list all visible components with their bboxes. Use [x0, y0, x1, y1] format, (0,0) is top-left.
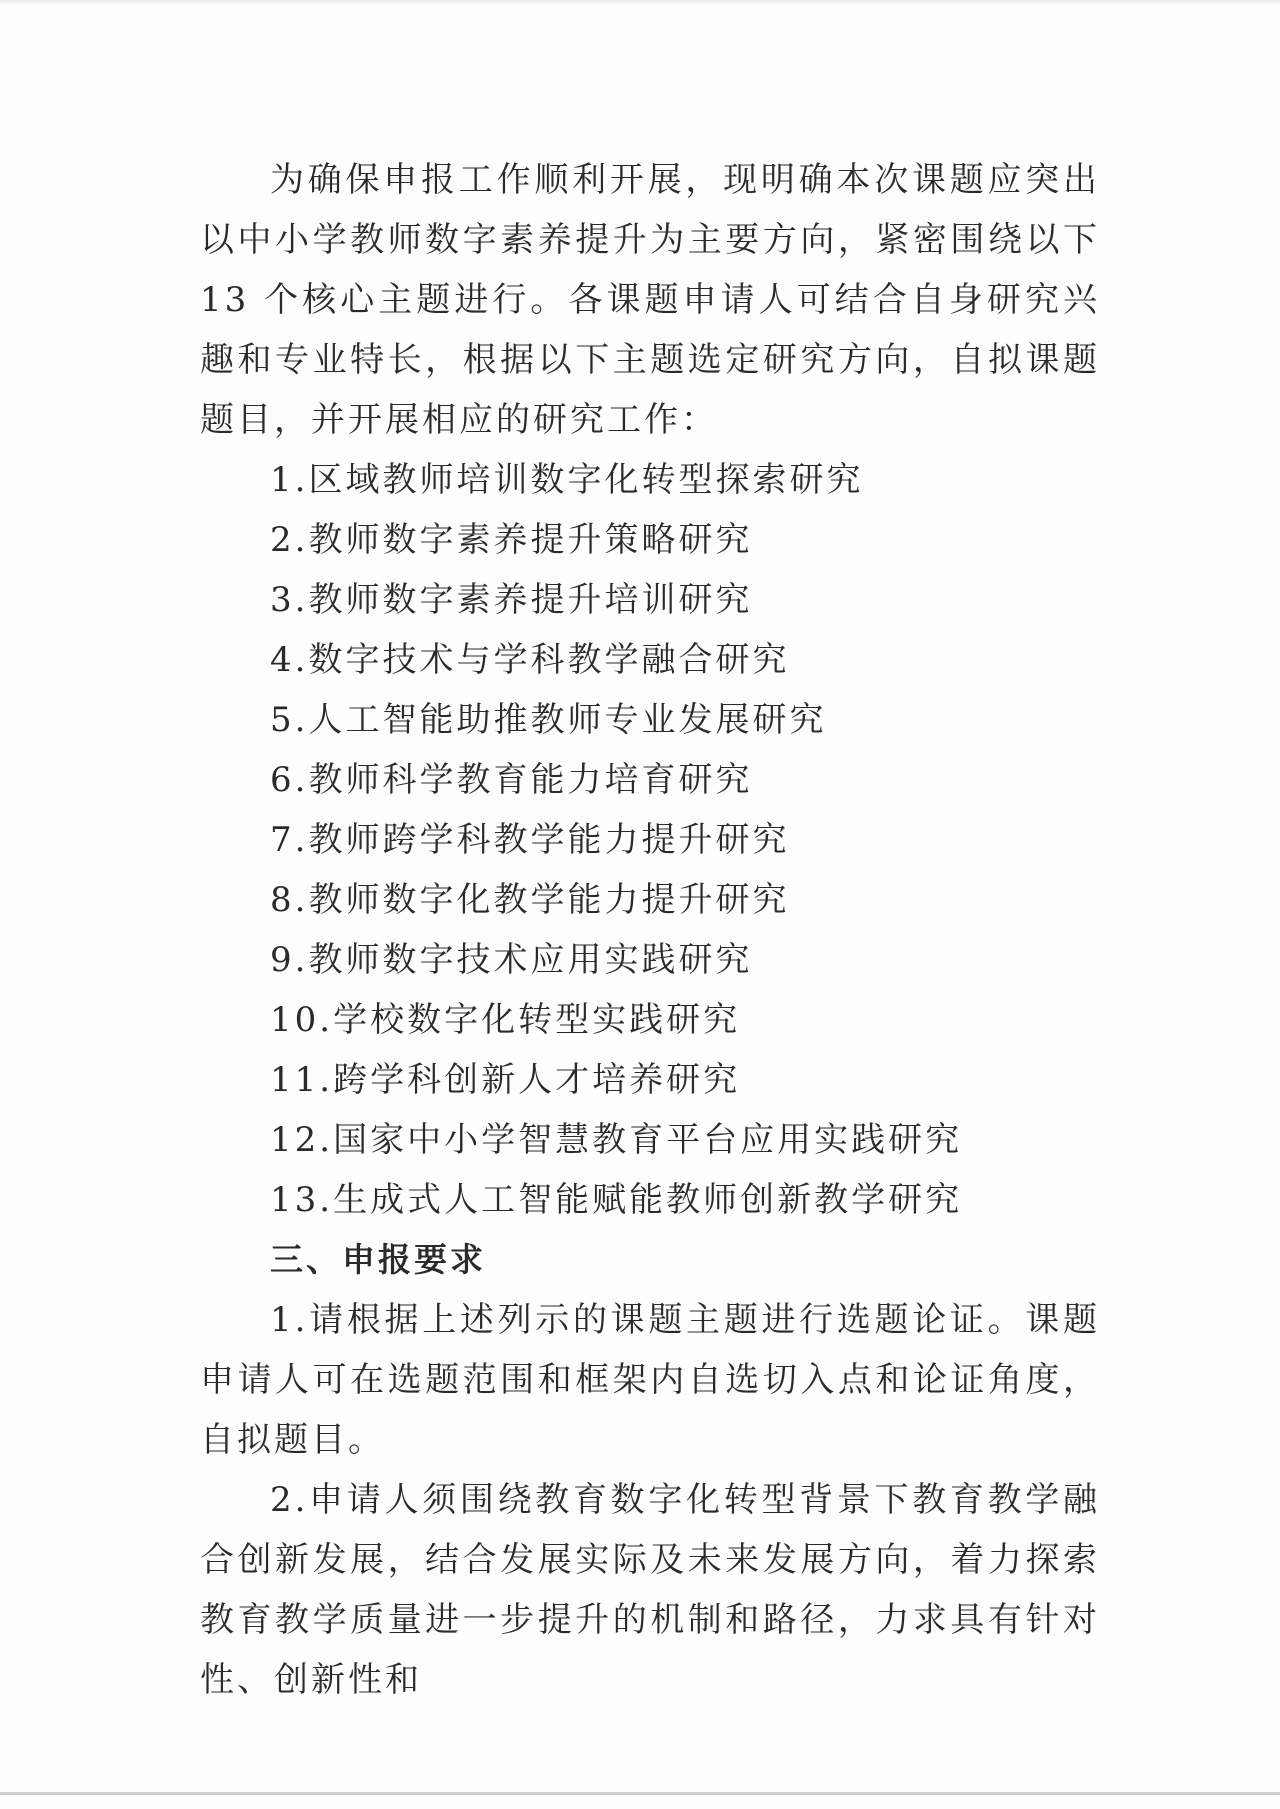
- topic-item-3: 3.教师数字素养提升培训研究: [270, 580, 753, 620]
- requirement-paragraph-2: 2.申请人须围绕教育数字化转型背景下教育教学融合创新发展，结合发展实际及未来发展方向，着力探索教育教学质量进一步提升的机制和路径，力求具有针对性、创新性和: [200, 1480, 1100, 1700]
- topic-item-13: 13.生成式人工智能赋能教师创新教学研究: [270, 1180, 963, 1220]
- topic-item-8: 8.教师数字化教学能力提升研究: [270, 880, 790, 920]
- scan-edge-bottom: [0, 1792, 1280, 1795]
- topic-list: [200, 450, 1100, 1230]
- intro-paragraph: 为确保申报工作顺利开展，现明确本次课题应突出以中小学教师数字素养提升为主要方向，紧密围绕以下 13 个核心主题进行。各课题申请人可结合自身研究兴趣和专业特长，根据以下主题选定研究方向，自拟课题题目，并开展相应的研究工作：: [200, 160, 1100, 440]
- topic-item-4: 4.数字技术与学科教学融合研究: [270, 640, 790, 680]
- section-heading-requirements: 三、申报要求: [270, 1240, 486, 1279]
- topic-item-11: 11.跨学科创新人才培养研究: [270, 1060, 741, 1100]
- topic-item-1: 1.区域教师培训数字化转型探索研究: [270, 460, 864, 500]
- topic-item-10: 10.学校数字化转型实践研究: [270, 1000, 741, 1040]
- requirement-paragraph-1: 1.请根据上述列示的课题主题进行选题论证。课题申请人可在选题范围和框架内自选切入点和论证角度，自拟题目。: [200, 1300, 1100, 1460]
- topic-item-9: 9.教师数字技术应用实践研究: [270, 940, 753, 980]
- topic-item-7: 7.教师跨学科教学能力提升研究: [270, 820, 790, 860]
- scan-edge-top: [0, 0, 1280, 6]
- topic-item-6: 6.教师科学教育能力培育研究: [270, 760, 753, 800]
- topic-item-5: 5.人工智能助推教师专业发展研究: [270, 700, 827, 740]
- topic-item-2: 2.教师数字素养提升策略研究: [270, 520, 753, 560]
- topic-item-12: 12.国家中小学智慧教育平台应用实践研究: [270, 1120, 963, 1160]
- document-body: [200, 150, 1100, 1710]
